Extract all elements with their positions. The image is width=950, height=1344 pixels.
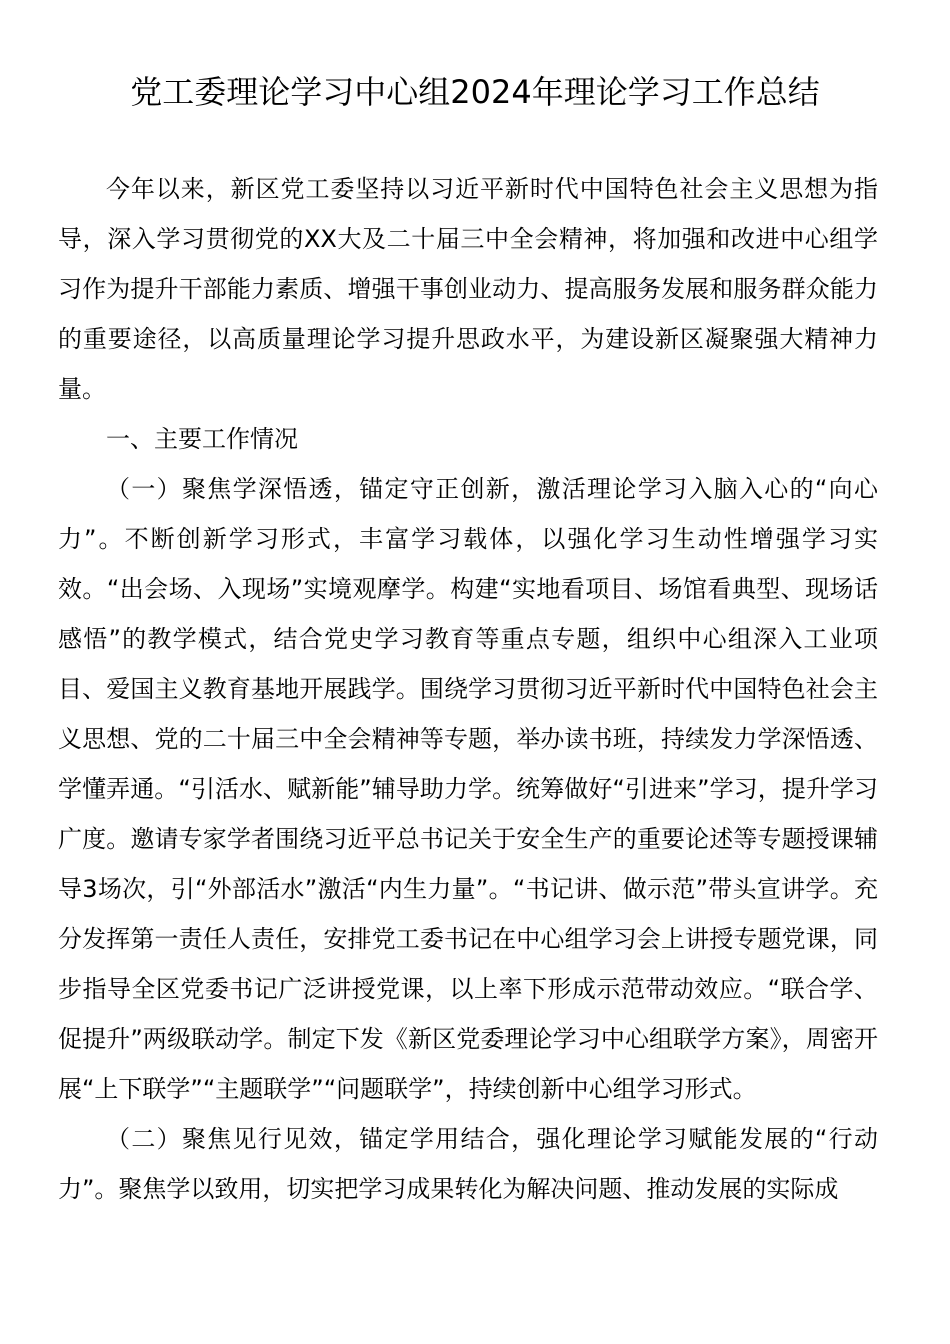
intro-paragraph: 今年以来，新区党工委坚持以习近平新时代中国特色社会主义思想为指导，深入学习贯彻党的XX大及二十届三中全会精神，将加强和改进中心组学习作为提升干部能力素质、增强干事创业动力、提高服务发展和服务群众能力的重要途径，以高质量理论学习提升思政水平，为建设新区凝聚强大精神力量。 (58, 175, 878, 403)
document-body (58, 164, 878, 1214)
document-title: 党工委理论学习中心组2024年理论学习工作总结 (130, 73, 820, 111)
paragraph-2: （二）聚焦见行见效，锚定学用结合，强化理论学习赋能发展的“行动力”。聚焦学以致用，切实把学习成果转化为解决问题、推动发展的实际成 (58, 1125, 878, 1203)
paragraph-1: （一）聚焦学深悟透，锚定守正创新，激活理论学习入脑入心的“向心力”。不断创新学习形式，丰富学习载体，以强化学习生动性增强学习实效。“出会场、入现场”实境观摩学。构建“实地看项目、场馆看典型、现场话感悟”的教学模式，结合党史学习教育等重点专题，组织中心组深入工业项目、爱国主义教育基地开展践学。围绕学习贯彻习近平新时代中国特色社会主义思想、党的二十届三中全会精神等专题，举办读书班，持续发力学深悟透、学懂弄通。“引活水、赋新能”辅导助力学。统筹做好“引进来”学习，提升学习广度。邀请专家学者围绕习近平总书记关于安全生产的重要论述等专题授课辅导3场次，引“外部活水”激活“内生力量”。“书记讲、做示范”带头宣讲学。充分发挥第一责任人责任，安排党工委书记在中心组学习会上讲授专题党课，同步指导全区党委书记广泛讲授党课，以上率下形成示范带动效应。“联合学、促提升”两级联动学。制定下发《新区党委理论学习中心组联学方案》，周密开展“上下联学”“主题联学”“问题联学”，持续创新中心组学习形式。 (58, 475, 878, 1103)
section-heading: 一、主要工作情况 (106, 425, 298, 453)
